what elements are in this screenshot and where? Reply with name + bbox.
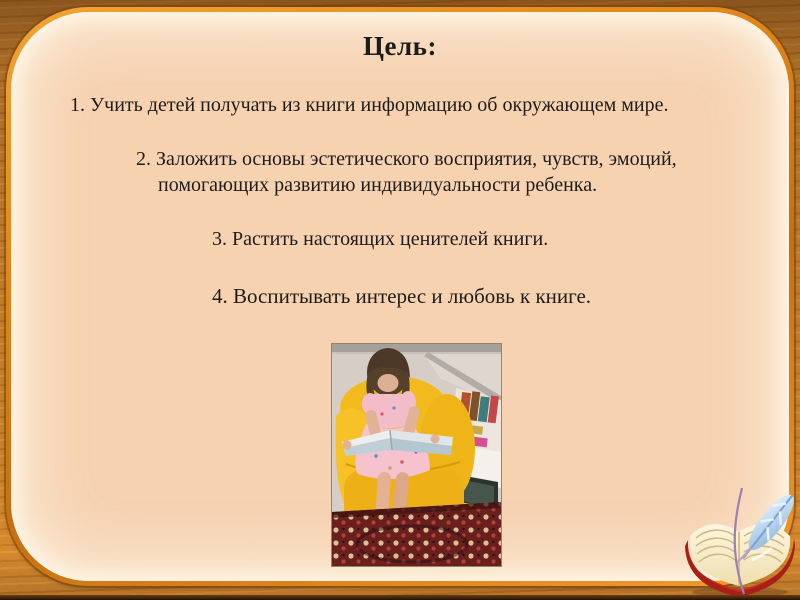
goal-point-2-line-1: 2. Заложить основы эстетического восприятия, чувств, эмоций, — [136, 148, 677, 170]
photo-carpet — [332, 502, 501, 566]
goal-point-3: 3. Растить настоящих ценителей книги. — [212, 228, 549, 250]
bottom-shadow-strip — [0, 595, 800, 600]
book-quill-icon — [682, 484, 800, 598]
goal-point-1: 1. Учить детей получать из книги информацию об окружающем мире. — [70, 94, 669, 116]
slide-title: Цель: — [363, 31, 437, 61]
girl-reading-in-armchair-photo — [331, 343, 502, 567]
goal-point-2-line-2: помогающих развитию индивидуальности ребенка. — [158, 174, 598, 196]
photo-illustration — [332, 344, 501, 566]
goal-point-4: 4. Воспитывать интерес и любовь к книге. — [212, 284, 592, 308]
